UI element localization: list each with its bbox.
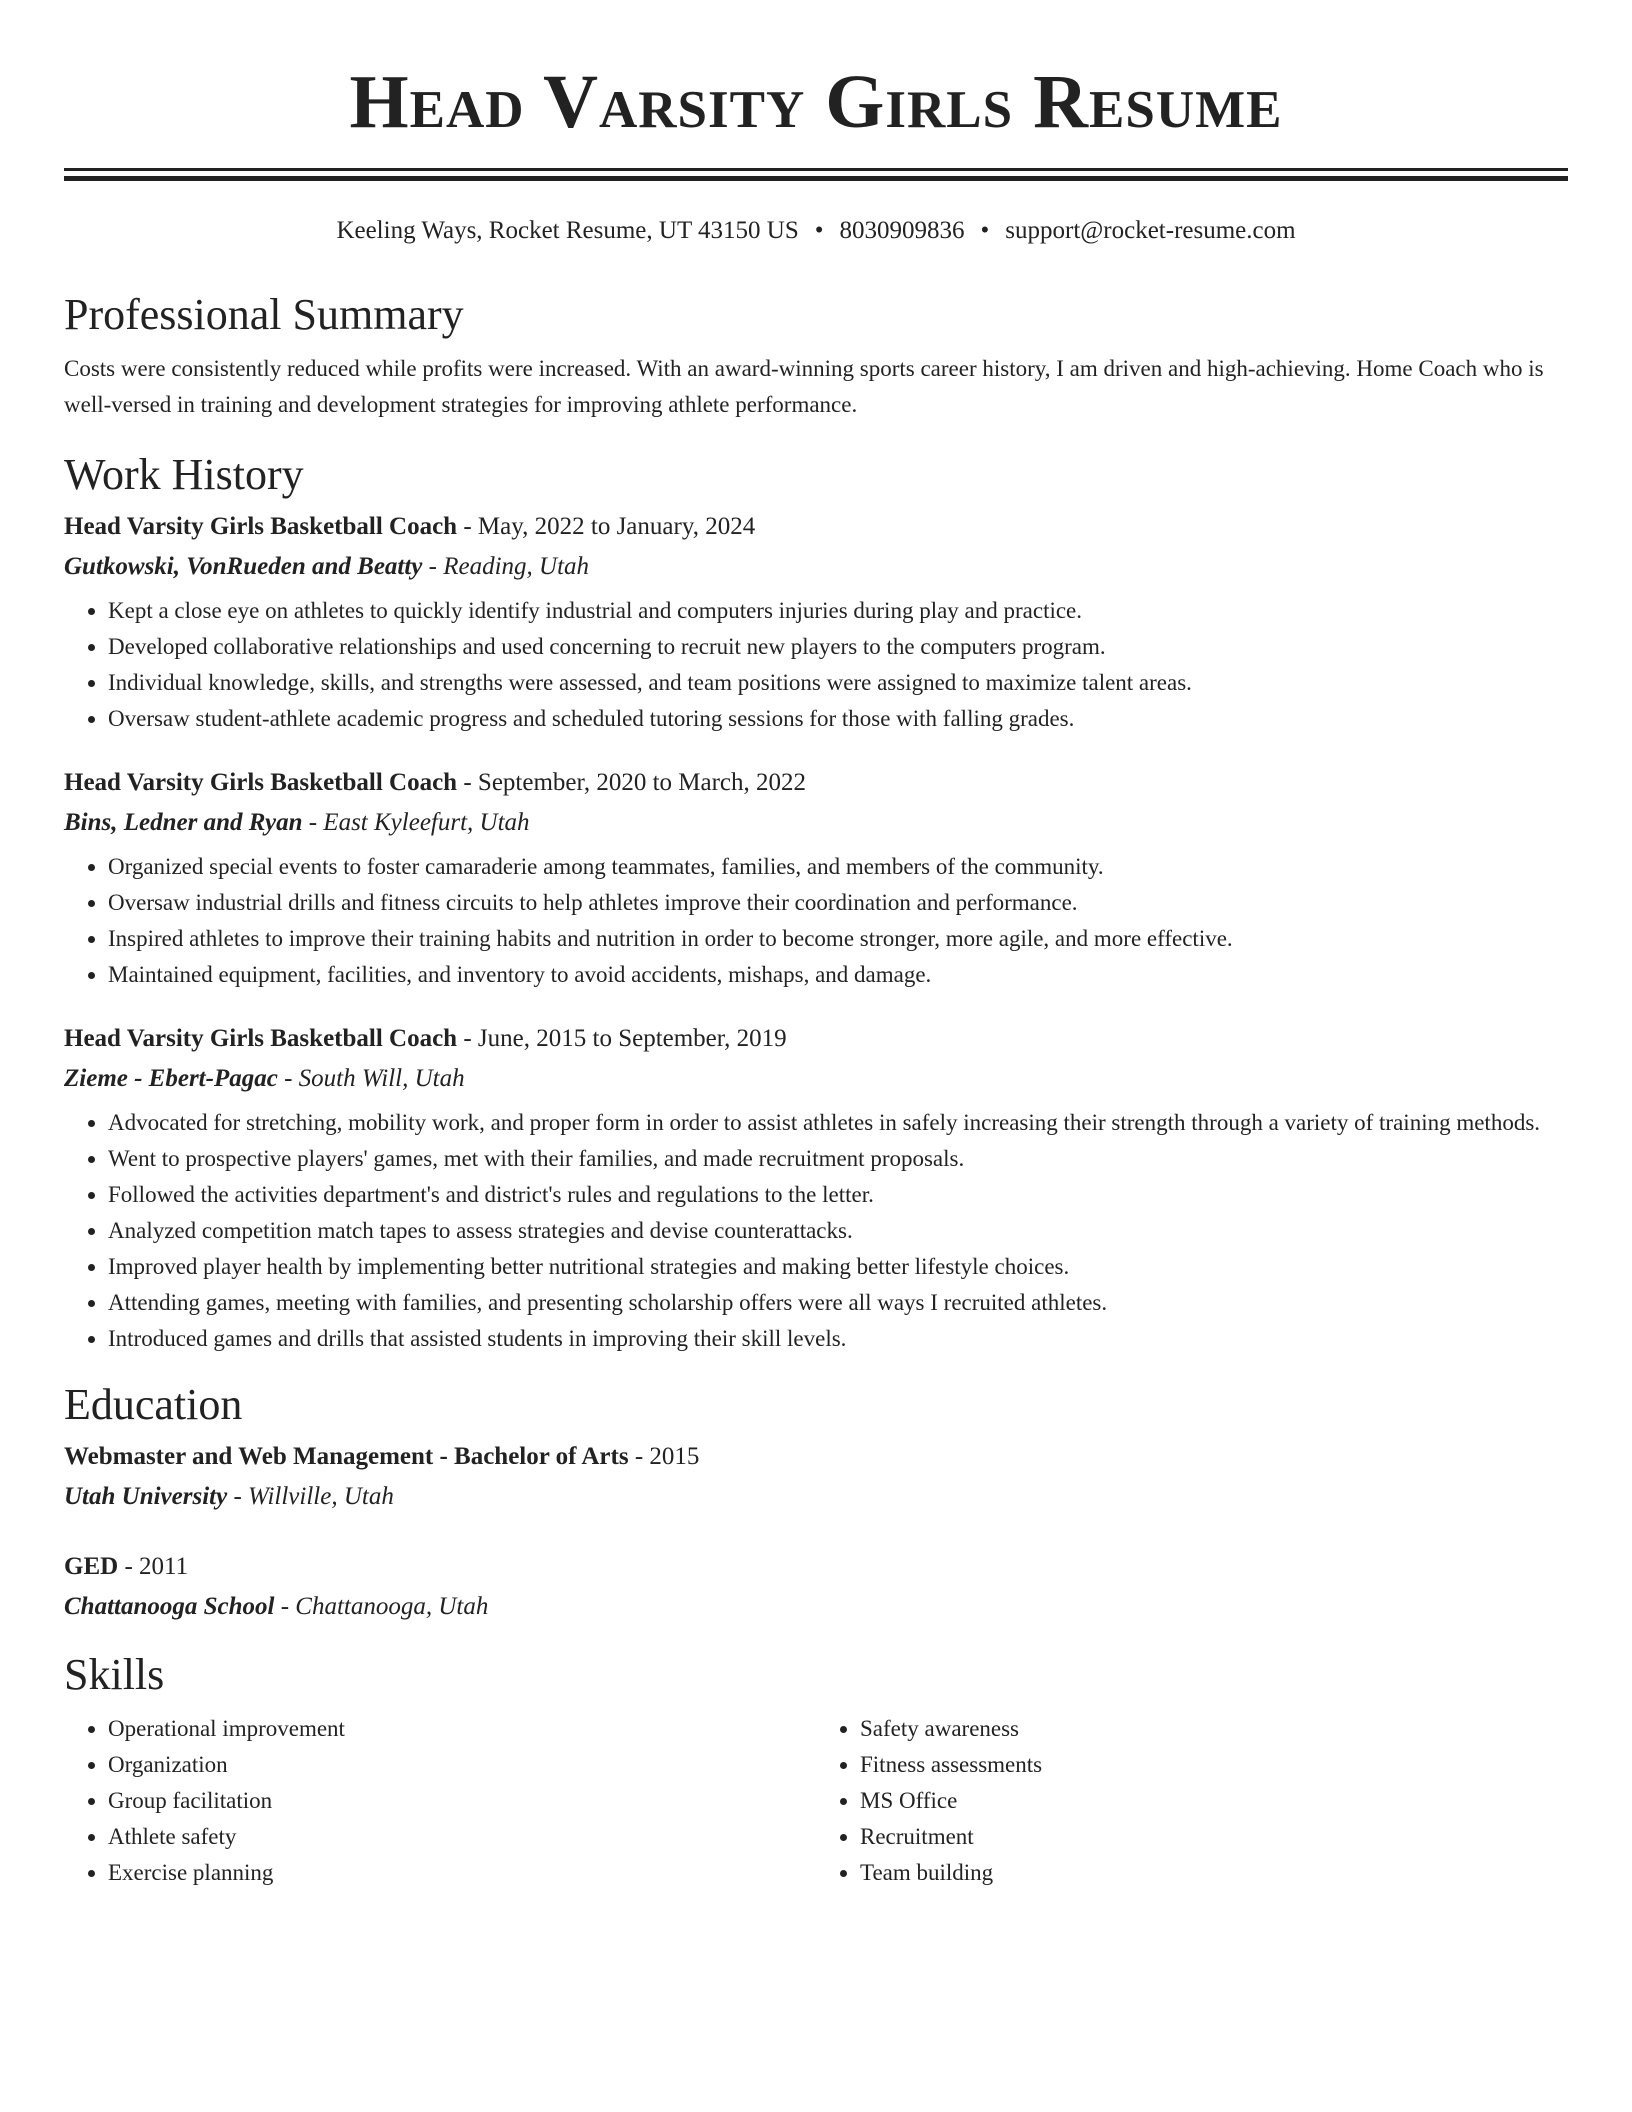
- contact-phone: 8030909836: [839, 217, 965, 244]
- job-title-line: [64, 763, 1568, 803]
- job-bullet: • Introduced games and drills that assisted students in improving their skill levels.: [108, 1321, 1568, 1357]
- job-entry: [64, 1019, 1568, 1357]
- education-location: - Willville, Utah: [227, 1483, 394, 1510]
- skill-item: • Operational improvement: [108, 1711, 816, 1747]
- skill-item: • Recruitment: [860, 1819, 1568, 1855]
- job-bullet: • Followed the activities department's and district's rules and regulations to the letter.: [108, 1177, 1568, 1213]
- job-company: Bins, Ledner and Ryan: [64, 809, 303, 836]
- skill-item: • Group facilitation: [108, 1783, 816, 1819]
- title-divider-thin: [64, 168, 1568, 171]
- education-year: - 2011: [118, 1553, 189, 1580]
- skills-heading: Skills: [64, 1650, 165, 1699]
- skill-item: • MS Office: [860, 1783, 1568, 1819]
- education-degree: GED: [64, 1553, 119, 1580]
- contact-separator: •: [814, 217, 824, 244]
- job-bullet: • Went to prospective players' games, met with their families, and made recruitment proposals.: [108, 1141, 1568, 1177]
- skills-list-left: [64, 1711, 816, 1891]
- job-bullet: • Inspired athletes to improve their training habits and nutrition in order to become stronger, more agile, and more effective.: [108, 921, 1568, 957]
- work-history-section: [64, 445, 1568, 1357]
- skill-item: • Team building: [860, 1855, 1568, 1891]
- job-employer-line: [64, 547, 1568, 587]
- job-dates: - June, 2015 to September, 2019: [457, 1025, 787, 1052]
- education-section: [64, 1375, 1568, 1627]
- education-heading: Education: [64, 1380, 243, 1429]
- contact-separator: •: [980, 217, 990, 244]
- job-location: - South Will, Utah: [277, 1065, 465, 1092]
- work-history-heading: Work History: [64, 450, 304, 499]
- education-entry: [64, 1547, 1568, 1627]
- skills-columns: [64, 1711, 1568, 1891]
- job-dates: - May, 2022 to January, 2024: [457, 513, 756, 540]
- job-location: - East Kyleefurt, Utah: [302, 809, 530, 836]
- job-bullet: • Individual knowledge, skills, and strengths were assessed, and team positions were assigned to maximize talent areas.: [108, 665, 1568, 701]
- education-degree-line: [64, 1547, 1568, 1587]
- skills-section: [64, 1645, 1568, 1891]
- education-location: - Chattanooga, Utah: [274, 1593, 489, 1620]
- education-school-line: [64, 1587, 1568, 1627]
- job-title: Head Varsity Girls Basketball Coach: [64, 769, 458, 796]
- summary-text: Costs were consistently reduced while profits were increased. With an award-winning sports career history, I am driven and high-achieving. Home Coach who is well-versed in training and development strategies for improving athlete performance.: [64, 356, 1544, 417]
- summary-heading: Professional Summary: [64, 290, 464, 339]
- job-title-line: [64, 507, 1568, 547]
- education-school: Chattanooga School: [64, 1593, 275, 1620]
- job-bullets: [64, 593, 1568, 737]
- job-bullet: • Attending games, meeting with families, and presenting scholarship offers were all ways I recruited athletes.: [108, 1285, 1568, 1321]
- job-bullets: [64, 849, 1568, 993]
- job-employer-line: [64, 1059, 1568, 1099]
- skill-item: • Fitness assessments: [860, 1747, 1568, 1783]
- job-bullet: • Oversaw industrial drills and fitness circuits to help athletes improve their coordination and performance.: [108, 885, 1568, 921]
- skill-item: • Safety awareness: [860, 1711, 1568, 1747]
- job-bullets: [64, 1105, 1568, 1357]
- job-bullet: • Oversaw student-athlete academic progress and scheduled tutoring sessions for those with falling grades.: [108, 701, 1568, 737]
- job-company: Gutkowski, VonRueden and Beatty: [64, 553, 423, 580]
- job-bullet: • Maintained equipment, facilities, and inventory to avoid accidents, mishaps, and damage.: [108, 957, 1568, 993]
- resume-body: [64, 285, 1568, 1891]
- skill-item: • Exercise planning: [108, 1855, 816, 1891]
- skills-list-right: [816, 1711, 1568, 1891]
- job-title: Head Varsity Girls Basketball Coach: [64, 513, 458, 540]
- education-school: Utah University: [64, 1483, 228, 1510]
- job-bullet: • Improved player health by implementing better nutritional strategies and making better lifestyle choices.: [108, 1249, 1568, 1285]
- job-employer-line: [64, 803, 1568, 843]
- education-entry: [64, 1437, 1568, 1517]
- education-degree-line: [64, 1437, 1568, 1477]
- job-bullet: • Analyzed competition match tapes to assess strategies and devise counterattacks.: [108, 1213, 1568, 1249]
- job-bullet: • Organized special events to foster camaraderie among teammates, families, and members of the community.: [108, 849, 1568, 885]
- job-entry: [64, 763, 1568, 993]
- job-dates: - September, 2020 to March, 2022: [457, 769, 807, 796]
- job-title: Head Varsity Girls Basketball Coach: [64, 1025, 458, 1052]
- job-entry: [64, 507, 1568, 737]
- job-bullet: • Kept a close eye on athletes to quickly identify industrial and computers injuries during play and practice.: [108, 593, 1568, 629]
- title-divider-thick: [64, 176, 1568, 181]
- skill-item: • Athlete safety: [108, 1819, 816, 1855]
- job-bullet: • Developed collaborative relationships and used concerning to recruit new players to the computers program.: [108, 629, 1568, 665]
- job-title-line: [64, 1019, 1568, 1059]
- skill-item: • Organization: [108, 1747, 816, 1783]
- education-school-line: [64, 1477, 1568, 1517]
- contact-address: Keeling Ways, Rocket Resume, UT 43150 US: [336, 217, 799, 244]
- resume-title: Head Varsity Girls Resume: [349, 60, 1283, 144]
- contact-email: support@rocket-resume.com: [1005, 217, 1296, 244]
- summary-section: [64, 285, 1568, 423]
- education-year: - 2015: [628, 1443, 700, 1470]
- education-degree: Webmaster and Web Management - Bachelor of Arts: [64, 1443, 629, 1470]
- job-company: Zieme - Ebert-Pagac: [64, 1065, 278, 1092]
- job-bullet: • Advocated for stretching, mobility work, and proper form in order to assist athletes in safely increasing their strength through a variety of training methods.: [108, 1105, 1568, 1141]
- job-location: - Reading, Utah: [422, 553, 590, 580]
- contact-line: [0, 214, 1632, 248]
